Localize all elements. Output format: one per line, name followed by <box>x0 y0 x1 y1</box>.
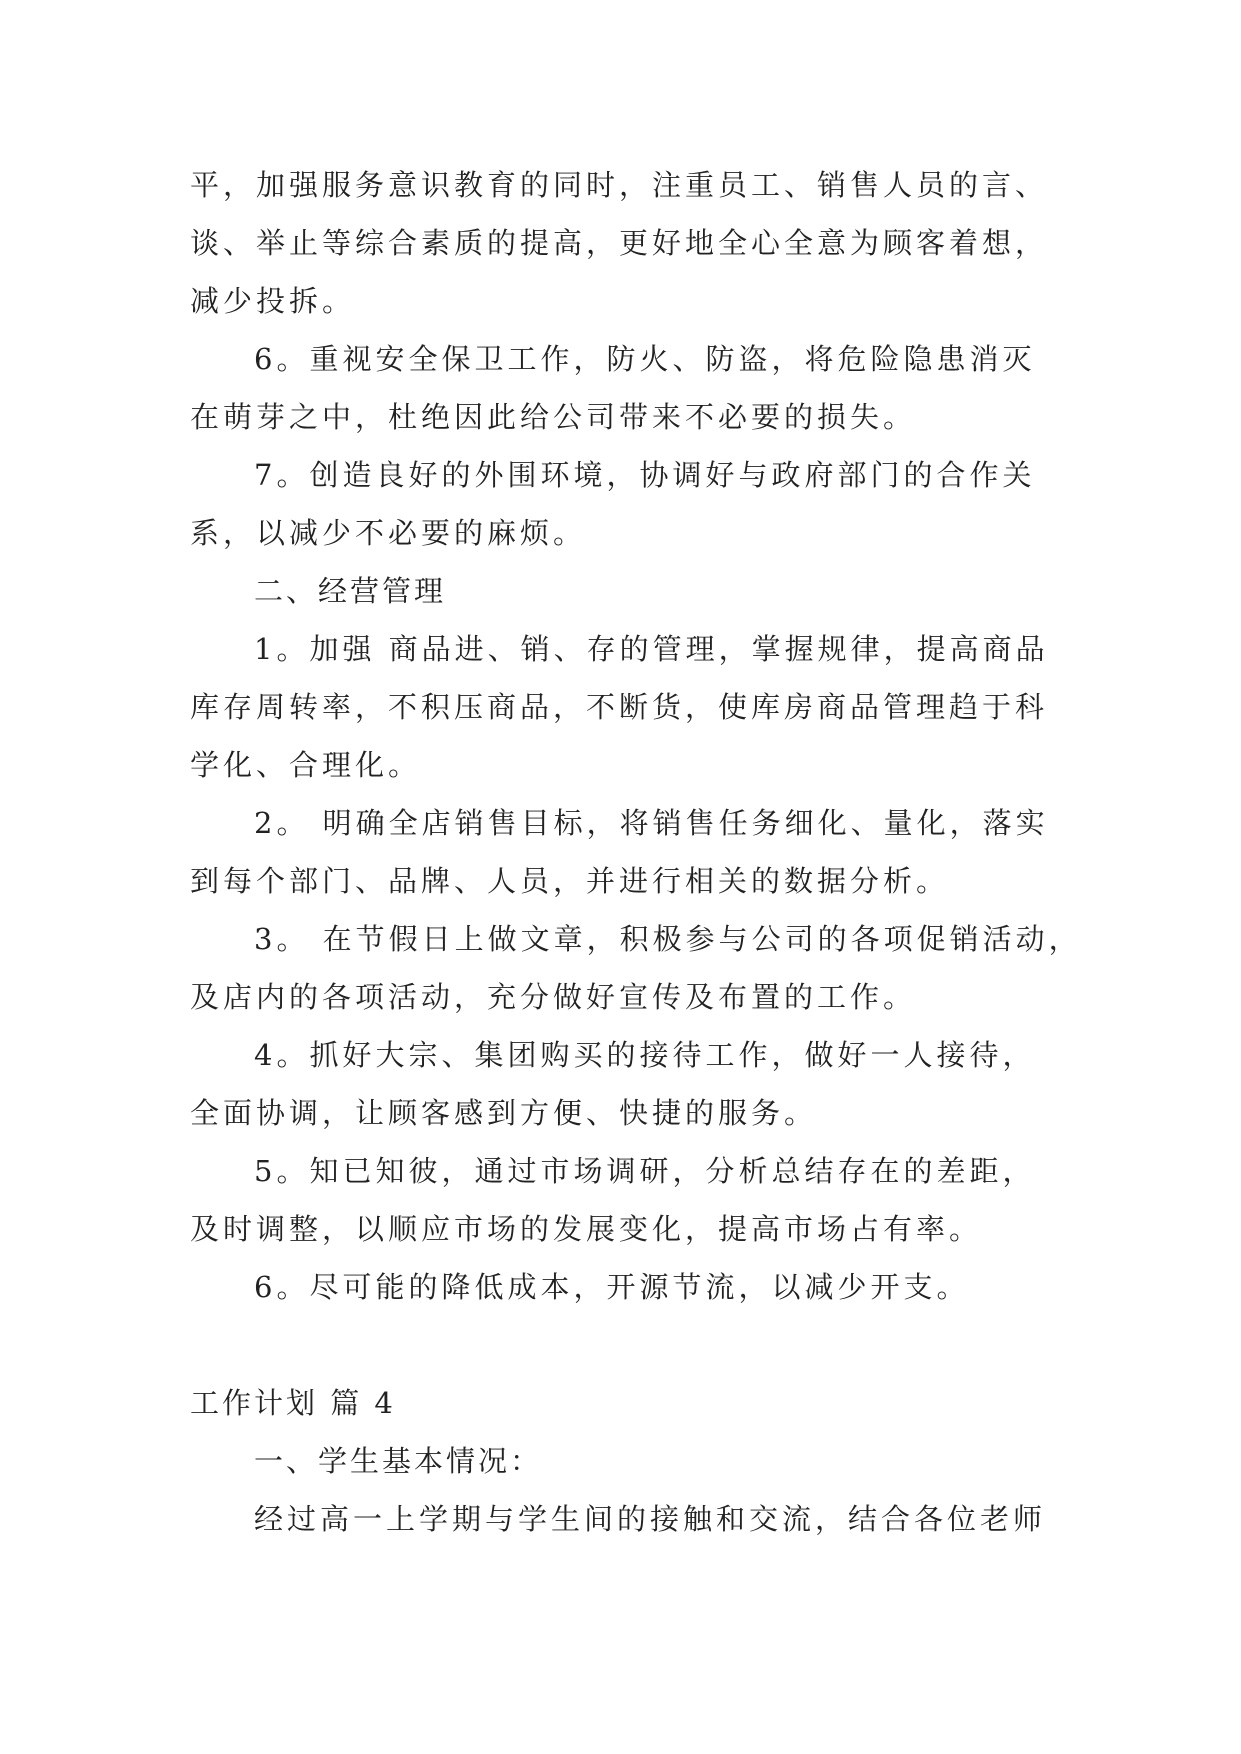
list-item-7-line: 7。创造良好的外围环境，协调好与政府部门的合作关 <box>254 458 1036 492</box>
list-item-5-line: 5。知已知彼，通过市场调研，分析总结存在的差距， <box>254 1154 1036 1188</box>
paragraph-line: 平，加强服务意识教育的同时，注重员工、销售人员的言、 <box>190 168 1049 202</box>
list-item-3-line: 及店内的各项活动，充分做好宣传及布置的工作。 <box>190 980 917 1014</box>
list-item-4-line: 4。抓好大宗、集团购买的接待工作，做好一人接待， <box>254 1038 1036 1072</box>
list-item-6b-line: 6。尽可能的降低成本，开源节流，以减少开支。 <box>254 1270 970 1304</box>
paragraph-line: 经过高一上学期与学生间的接触和交流，结合各位老师 <box>254 1502 1047 1536</box>
section-heading: 二、经营管理 <box>254 574 447 608</box>
list-item-1-line: 库存周转率，不积压商品，不断货，使库房商品管理趋于科 <box>190 690 1049 724</box>
list-item-6-line: 6。重视安全保卫工作，防火、防盗，将危险隐患消灭 <box>254 342 1036 376</box>
list-item-2-line: 2。 明确全店销售目标，将销售任务细化、量化，落实 <box>254 806 1049 840</box>
list-item-6-line: 在萌芽之中，杜绝因此给公司带来不必要的损失。 <box>190 400 917 434</box>
paragraph-line: 谈、举止等综合素质的提高，更好地全心全意为顾客着想， <box>190 226 1049 260</box>
list-item-4-line: 全面协调，让顾客感到方便、快捷的服务。 <box>190 1096 818 1130</box>
section-heading: 一、学生基本情况： <box>254 1444 543 1478</box>
list-item-1-line: 1。加强 商品进、销、存的管理，掌握规律，提高商品 <box>254 632 1049 666</box>
paragraph-line: 减少投拆。 <box>190 284 356 318</box>
list-item-5-line: 及时调整，以顺应市场的发展变化，提高市场占有率。 <box>190 1212 983 1246</box>
section-spacer <box>190 1316 1070 1374</box>
list-item-2-line: 到每个部门、品牌、人员，并进行相关的数据分析。 <box>190 864 950 898</box>
document-body <box>190 156 1082 1548</box>
plan-title: 工作计划 篇 4 <box>190 1386 396 1420</box>
list-item-1-line: 学化、合理化。 <box>190 748 422 782</box>
list-item-3-line: 3。 在节假日上做文章，积极参与公司的各项促销活动， <box>254 922 1082 956</box>
list-item-7-line: 系，以减少不必要的麻烦。 <box>190 516 587 550</box>
